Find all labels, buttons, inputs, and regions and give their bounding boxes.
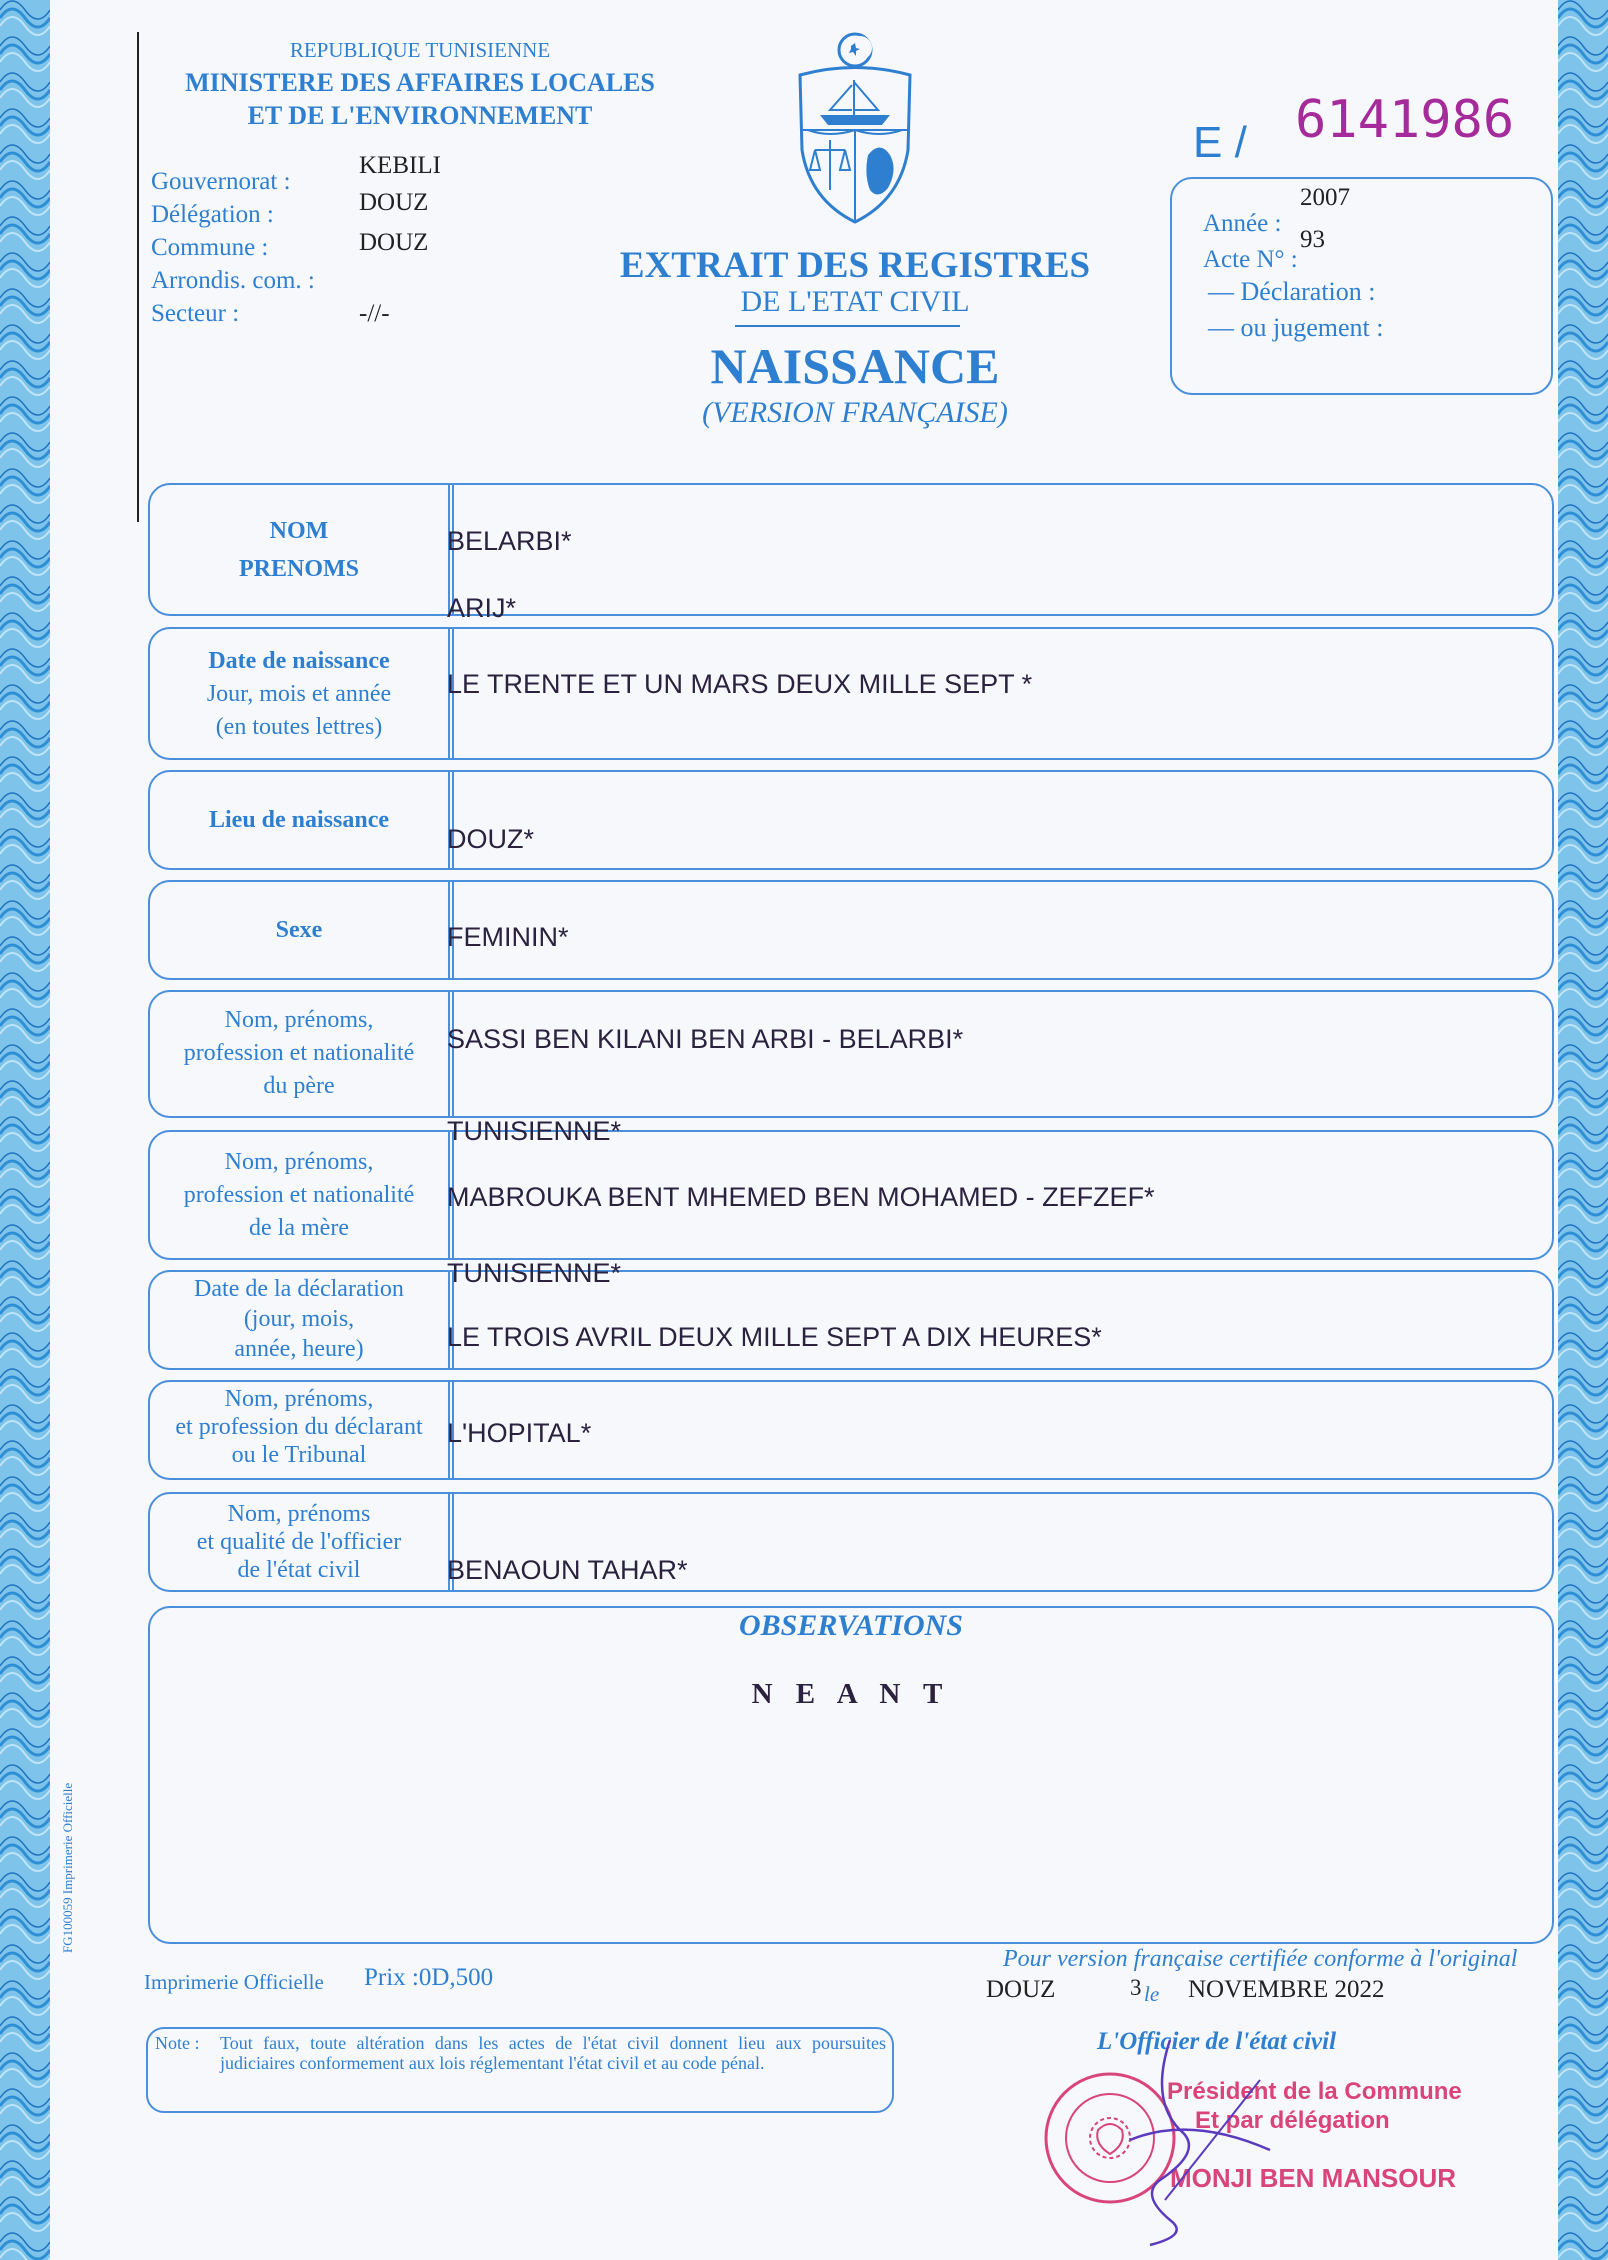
gouvernorat-value: KEBILI xyxy=(359,152,441,179)
gouvernorat-label: Gouvernorat : xyxy=(151,168,291,195)
value-declaration: LE TROIS AVRIL DEUX MILLE SEPT A DIX HEURES* xyxy=(447,1322,1102,1352)
value-mere-nationalite: TUNISIENNE* xyxy=(447,1258,622,1288)
footer-le: le xyxy=(1144,1982,1160,2006)
label-date-naissance xyxy=(148,645,450,744)
note-text: Tout faux, toute altération dans les actes de l'état civil donnent lieu aux poursuites judiciaires conformement aux lois réglementant l'état civil et au code pénal. xyxy=(220,2033,886,2073)
label-declarant-3: ou le Tribunal xyxy=(231,1442,367,1468)
label-mere-2: profession et nationalité xyxy=(183,1182,415,1208)
label-date-naissance-sub2: (en toutes lettres) xyxy=(215,714,383,740)
observations-box xyxy=(148,1606,1554,1944)
value-declarant: L'HOPITAL* xyxy=(447,1418,592,1448)
commune-label: Commune : xyxy=(151,234,269,261)
value-sexe: FEMININ* xyxy=(447,922,569,952)
footer-place: DOUZ xyxy=(986,1976,1056,2003)
label-declaration-1: Date de la déclaration xyxy=(194,1276,404,1302)
label-declarant-1: Nom, prénoms, xyxy=(224,1386,374,1412)
commune-value: DOUZ xyxy=(359,229,429,256)
acte-value: 93 xyxy=(1300,226,1325,253)
value-prenoms: ARIJ* xyxy=(447,593,517,623)
label-declaration xyxy=(148,1274,450,1364)
label-pere-1: Nom, prénoms, xyxy=(224,1007,374,1033)
title-extrait: EXTRAIT DES REGISTRES xyxy=(619,245,1091,286)
value-nom: BELARBI* xyxy=(447,526,572,556)
prix-label: Prix :0D,500 xyxy=(364,1964,494,1991)
imprimerie-label: Imprimerie Officielle xyxy=(144,1970,324,1994)
label-pere xyxy=(148,1004,450,1103)
observations-title: OBSERVATIONS xyxy=(739,1609,963,1642)
declaration-label: — Déclaration : xyxy=(1208,277,1376,306)
label-declaration-2: (jour, mois, xyxy=(243,1306,355,1332)
label-mere-3: de la mère xyxy=(249,1215,349,1241)
label-sexe xyxy=(148,914,450,947)
certif-text: Pour version française certifiée conforme à l'original xyxy=(1003,1946,1518,1972)
value-mere: MABROUKA BENT MHEMED BEN MOHAMED - ZEFZEF* xyxy=(447,1182,1155,1212)
serial-number: 6141986 xyxy=(1295,90,1515,150)
label-declaration-3: année, heure) xyxy=(234,1336,364,1362)
label-officier-1: Nom, prénoms xyxy=(227,1501,371,1527)
title-etat-civil: DE L'ETAT CIVIL xyxy=(740,285,970,318)
label-lieu-text: Lieu de naissance xyxy=(208,807,390,833)
label-officier-2: et qualité de l'officier xyxy=(196,1529,402,1555)
label-sexe-text: Sexe xyxy=(275,917,323,943)
observations-value: N E A N T xyxy=(751,1678,951,1710)
republic-label: REPUBLIQUE TUNISIENNE xyxy=(289,38,551,62)
value-officier: BENAOUN TAHAR* xyxy=(447,1555,688,1585)
right-border-pattern xyxy=(1558,0,1608,2260)
stamp-line2: Et par délégation xyxy=(1195,2107,1390,2134)
value-pere: SASSI BEN KILANI BEN ARBI - BELARBI* xyxy=(447,1024,964,1054)
label-mere-1: Nom, prénoms, xyxy=(224,1149,374,1175)
ministry-line2: ET DE L'ENVIRONNEMENT xyxy=(247,101,593,130)
value-pere-nationalite: TUNISIENNE* xyxy=(447,1116,622,1146)
label-mere xyxy=(148,1146,450,1245)
serial-prefix: E / xyxy=(1193,118,1247,167)
note-label: Note : xyxy=(155,2033,200,2053)
left-border-pattern xyxy=(0,0,50,2260)
value-lieu: DOUZ* xyxy=(447,824,534,854)
secteur-value: -//- xyxy=(359,300,390,327)
acte-label: Acte N° : xyxy=(1203,246,1298,273)
label-date-naissance-sub1: Jour, mois et année xyxy=(206,681,392,707)
jugement-label: — ou jugement : xyxy=(1208,313,1384,342)
value-date-naissance: LE TRENTE ET UN MARS DEUX MILLE SEPT * xyxy=(447,669,1033,699)
stamp-line1: Président de la Commune xyxy=(1167,2078,1462,2105)
label-officier-3: de l'état civil xyxy=(237,1557,361,1583)
header-vertical-rule xyxy=(137,32,139,522)
annee-label: Année : xyxy=(1203,210,1282,237)
annee-value: 2007 xyxy=(1300,184,1350,211)
footer-date: NOVEMBRE 2022 xyxy=(1188,1976,1385,2003)
label-prenoms: PRENOMS xyxy=(239,556,359,582)
label-nom: NOM xyxy=(269,518,329,544)
delegation-label: Délégation : xyxy=(151,201,274,228)
title-underline xyxy=(735,325,960,327)
side-printer-code: FG100059 Imprimerie Officielle xyxy=(60,1782,75,1953)
title-naissance: NAISSANCE xyxy=(710,338,1000,394)
footer-day: 3 xyxy=(1130,1975,1142,2000)
secteur-label: Secteur : xyxy=(151,300,240,327)
ministry-line1: MINISTERE DES AFFAIRES LOCALES xyxy=(185,68,655,97)
label-nom-prenoms xyxy=(148,512,450,588)
title-version: (VERSION FRANÇAISE) xyxy=(702,396,1008,429)
arrondis-label: Arrondis. com. : xyxy=(151,267,315,294)
stamp-line3: MONJI BEN MANSOUR xyxy=(1170,2163,1457,2193)
label-officier xyxy=(148,1500,450,1584)
label-lieu xyxy=(148,804,450,837)
label-declarant xyxy=(148,1385,450,1469)
coat-of-arms-emblem xyxy=(790,30,920,225)
delegation-value: DOUZ xyxy=(359,189,429,216)
label-date-naissance-title: Date de naissance xyxy=(208,648,390,674)
label-pere-2: profession et nationalité xyxy=(183,1040,415,1066)
officer-title: L'Officier de l'état civil xyxy=(1097,2028,1337,2055)
officer-signature xyxy=(1110,2020,1290,2250)
label-pere-3: du père xyxy=(263,1073,335,1099)
label-declarant-2: et profession du déclarant xyxy=(175,1414,423,1440)
